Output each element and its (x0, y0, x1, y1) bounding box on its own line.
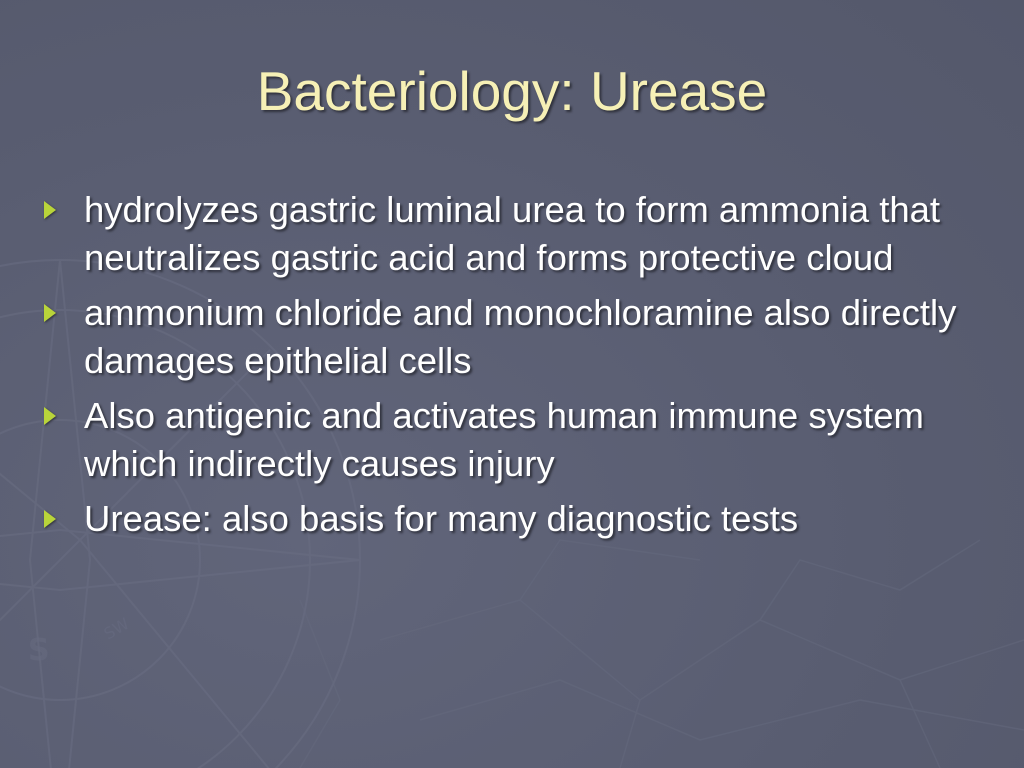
bullet-item (44, 495, 994, 543)
bullet-list (44, 186, 994, 550)
triangle-right-icon (44, 407, 56, 425)
bullet-item (44, 392, 994, 488)
bullet-text: Also antigenic and activates human immune system which indirectly causes injury (84, 395, 924, 484)
bullet-text: ammonium chloride and monochloramine also directly damages epithelial cells (84, 292, 957, 381)
bullet-text: hydrolyzes gastric luminal urea to form ammonia that neutralizes gastric acid and forms protective cloud (84, 189, 941, 278)
slide-title: Bacteriology: Urease (256, 60, 768, 122)
triangle-right-icon (44, 304, 56, 322)
triangle-right-icon (44, 201, 56, 219)
bullet-item (44, 186, 994, 282)
svg-text:S: S (28, 633, 50, 668)
triangle-right-icon (44, 510, 56, 528)
bullet-item (44, 289, 994, 385)
svg-text:SW: SW (100, 614, 133, 644)
bullet-text: Urease: also basis for many diagnostic tests (84, 498, 799, 539)
